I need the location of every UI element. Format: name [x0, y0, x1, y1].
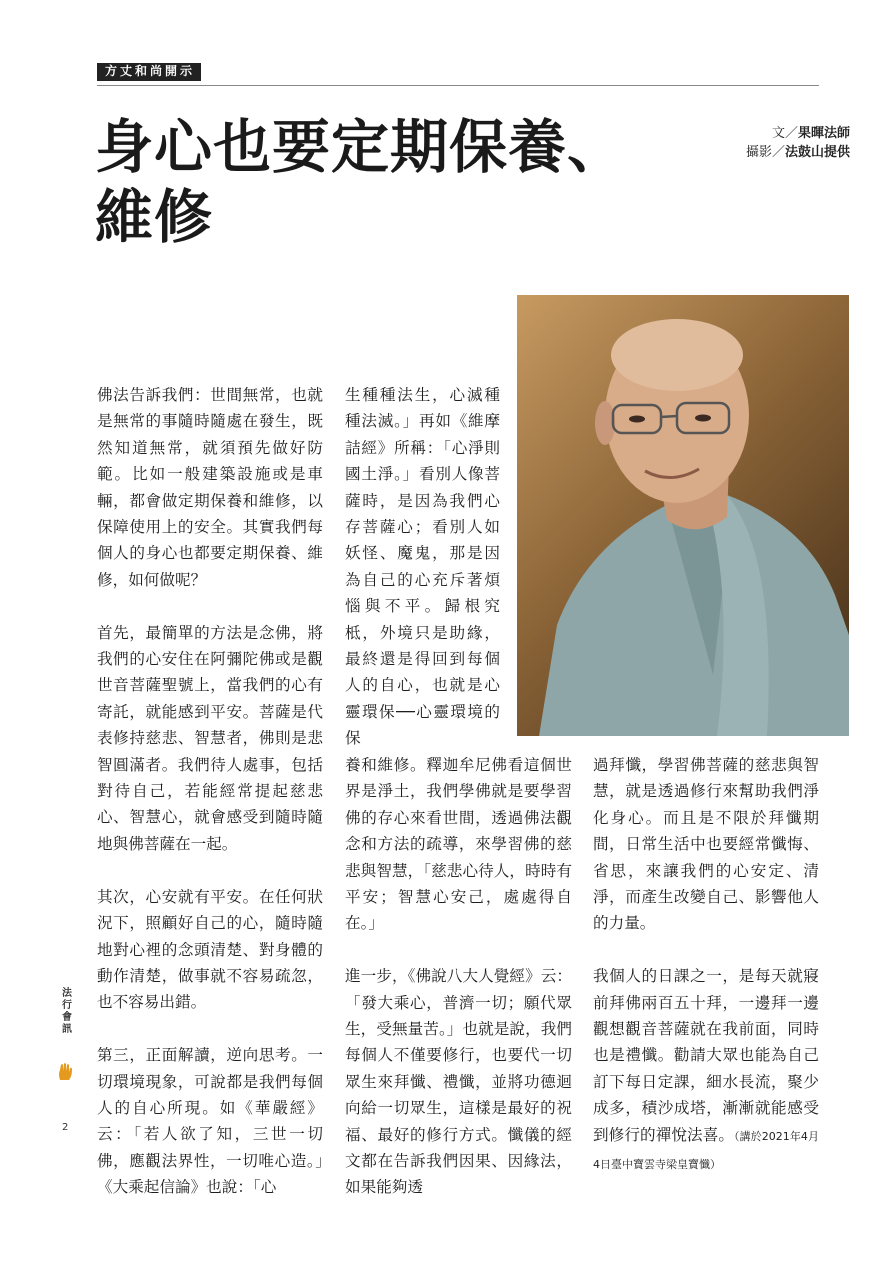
- photo-prefix: 攝影／: [745, 145, 785, 160]
- author-credit: [746, 124, 850, 143]
- magazine-logo: 法行會訊: [62, 988, 72, 1035]
- column-2-top: [345, 382, 500, 752]
- author-prefix: 文／: [771, 126, 798, 141]
- header-rule: [97, 85, 819, 86]
- column-1: [97, 382, 323, 1201]
- section-tag: 方丈和尚開示: [97, 63, 201, 81]
- portrait-photo: [517, 295, 849, 736]
- paragraph: 其次，心安就有平安。在任何狀況下，照顧好自己的心，隨時隨地對心裡的念頭清楚、對身體的動作清楚，做事就不容易疏忽，也不容易出錯。: [97, 887, 323, 1012]
- paragraph: 佛法告訴我們：世間無常，也就是無常的事隨時隨處在發生，既然知道無常，就須預先做好防範。比如一般建築設施或是車輛，都會做定期保養和維修，以保障使用上的安全。其實我們每個人的身心也都要定期保養、維修，如何做呢？: [97, 386, 323, 589]
- column-2-bottom: [345, 752, 572, 1201]
- hand-icon: [57, 1062, 75, 1086]
- page-number: 2: [62, 1122, 69, 1133]
- portrait-illustration: [517, 295, 849, 736]
- paragraph: 第三，正面解讀，逆向思考。一切環境現象，可說都是我們每個人的自心所現。如《華嚴經》云：「若人欲了知，三世一切佛，應觀法界性，一切唯心造。」《大乘起信論》也說：「心: [97, 1046, 323, 1197]
- paragraph: 生種種法生，心滅種種法滅。」再如《維摩詰經》所稱：「心淨則國土淨。」看別人像菩薩時，是因為我們心存菩薩心；看別人如妖怪、魔鬼，那是因為自己的心充斥著煩惱與不平。歸根究柢，外境只是助緣，最終還是得回到每個人的自心，也就是心靈環保──心靈環境的保: [345, 386, 500, 748]
- paragraph-text: 我個人的日課之一，是每天就寢前拜佛兩百五十拜，一邊拜一邊觀想觀音菩薩就在我前面，同時也是禮懺。勸請大眾也能為自己訂下每日定課，細水長流，聚少成多，積沙成塔，漸漸就能感受到修行的禪悅法喜。: [593, 967, 819, 1144]
- photo-source: 法鼓山提供: [784, 145, 850, 160]
- lecture-note: （講於2021年4月4日臺中寶雲寺梁皇寶懺）: [593, 1129, 819, 1172]
- paragraph: 進一步，《佛說八大人覺經》云：「發大乘心，普濟一切；願代眾生，受無量苦。」也就是說，我們每個人不僅要修行，也要代一切眾生來拜懺、禮懺，並將功德迴向給一切眾生，這樣是最好的祝福、最好的修行方式。懺儀的經文都在告訴我們因果、因緣法，如果能夠透: [345, 967, 572, 1197]
- paragraph: 首先，最簡單的方法是念佛，將我們的心安住在阿彌陀佛或是觀世音菩薩聖號上，當我們的心有寄託，就能感到平安。菩薩是代表修持慈悲、智慧者，佛則是悲智圓滿者。我們待人處事，包括對待自己，若能經常提起慈悲心、智慧心，就會感受到隨時隨地與佛菩薩在一起。: [97, 623, 323, 853]
- column-3: [593, 752, 819, 1178]
- paragraph: [593, 963, 819, 1178]
- photo-credit: [746, 143, 850, 162]
- paragraph: 養和維修。釋迦牟尼佛看這個世界是淨土，我們學佛就是要學習佛的存心來看世間，透過佛法觀念和方法的疏導，來學習佛的慈悲與智慧，「慈悲心待人，時時有平安；智慧心安己，處處得自在。」: [345, 756, 572, 933]
- credits: [746, 124, 850, 162]
- page-title: 身心也要定期保養、維修: [95, 113, 627, 251]
- author-name: 果暉法師: [797, 126, 850, 141]
- paragraph: 過拜懺，學習佛菩薩的慈悲與智慧，就是透過修行來幫助我們淨化身心。而且是不限於拜懺期間，日常生活中也要經常懺悔、省思，來讓我們的心安定、清淨，而產生改變自己、影響他人的力量。: [593, 756, 819, 933]
